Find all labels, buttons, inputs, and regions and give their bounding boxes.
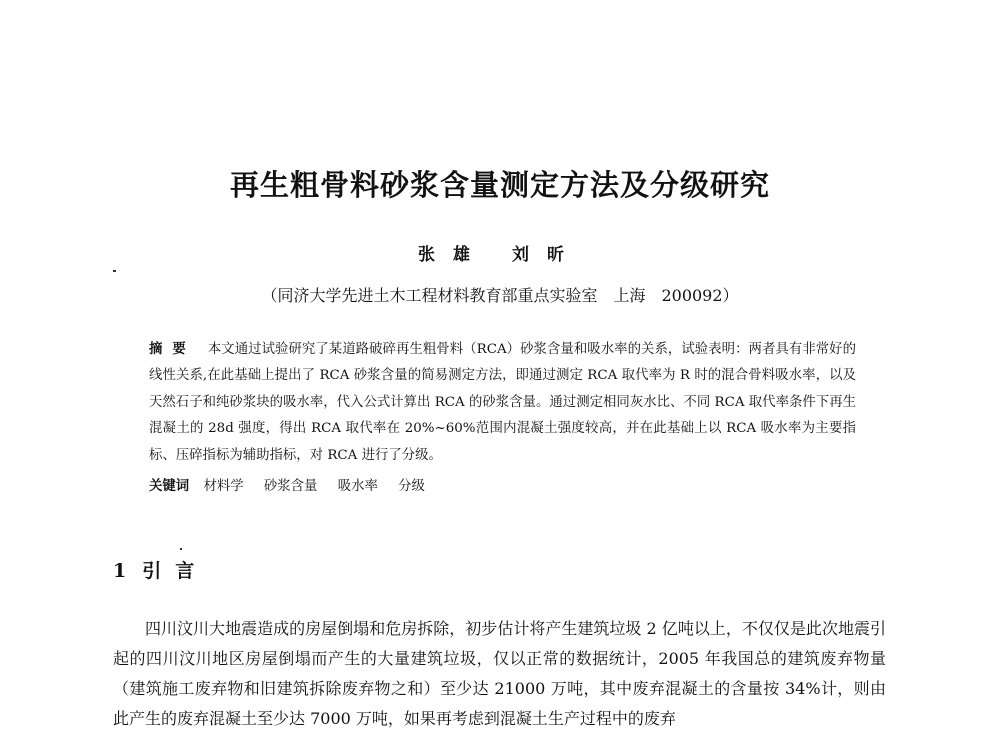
- paper-authors: 张雄 刘昕: [418, 245, 582, 265]
- keyword-item: 分级: [398, 479, 425, 494]
- body-paragraph: 四川汶川大地震造成的房屋倒塌和危房拆除，初步估计将产生建筑垃圾 2 亿吨以上，不仅仅是此次地震引起的四川汶川地区房屋倒塌而产生的大量建筑垃圾，仅以正常的数据统计，2005 年我国总的建筑废弃物量（建筑施工废弃物和旧建筑拆除废弃物之和）至少达 21000 万吨，其中废弃混凝土的含量按 34%计，则由此产生的废弃混凝土至少达 7000 万吨，如果再考虑到混凝土生产过程中的废弃: [113, 619, 886, 728]
- keywords-label: 关键词: [149, 478, 190, 494]
- author-affiliation: （同济大学先进土木工程材料教育部重点实验室 上海 200092）: [261, 286, 739, 305]
- keyword-item: 砂浆含量: [263, 479, 318, 494]
- paper-title: 再生粗骨料砂浆含量测定方法及分级研究: [229, 168, 770, 202]
- section-number: 1: [113, 560, 127, 582]
- abstract: [149, 336, 856, 469]
- body-text: [113, 614, 886, 734]
- keywords: [149, 475, 856, 494]
- section-heading: [113, 556, 208, 583]
- abstract-text: 本文通过试验研究了某道路破碎再生粗骨料（RCA）砂浆含量和吸水率的关系，试验表明：两者具有非常好的线性关系,在此基础上提出了 RCA 砂浆含量的简易测定方法，即通过测定 RCA 取代率为 R 时的混合骨料吸水率，以及天然石子和纯砂浆块的吸水率，代入公式计算出 RCA 的砂浆含量。通过测定相同灰水比、不同 RCA 取代率条件下再生混凝土的 28d 强度，得出 RCA 取代率在 20%~60%范围内混凝土强度较高，并在此基础上以 RCA 吸水率为主要指标、压碎指标为辅助指标，对 RCA 进行了分级。: [149, 342, 856, 463]
- section-title: 引言: [142, 560, 209, 582]
- keyword-item: 材料学: [203, 479, 244, 494]
- abstract-label: 摘要: [149, 341, 196, 357]
- scan-speck: [180, 548, 182, 550]
- scan-speck: [113, 270, 116, 272]
- keyword-item: 吸水率: [337, 479, 378, 494]
